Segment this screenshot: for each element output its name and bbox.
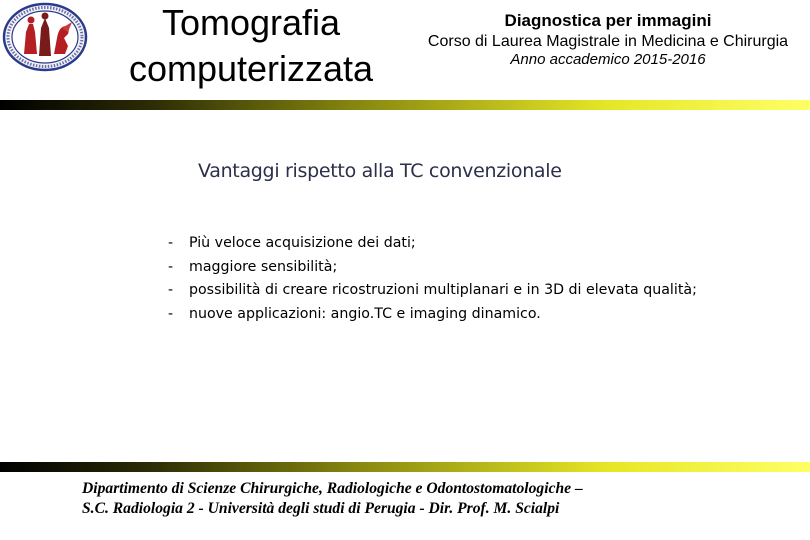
bottom-divider-bar: [0, 462, 810, 472]
bullet-dash: -: [168, 282, 174, 298]
list-item-text: possibilità di creare ricostruzioni multiplanari e in 3D di elevata qualità;: [189, 282, 697, 298]
footer-line-1: Dipartimento di Scienze Chirurgiche, Radiologiche e Odontostomatologiche –: [82, 480, 583, 497]
title-line-1: Tomografia: [161, 2, 341, 43]
list-item-text: maggiore sensibilità;: [189, 258, 338, 275]
list-item-text: Più veloce acquisizione dei dati;: [189, 235, 416, 251]
bullet-dash: -: [168, 258, 174, 275]
title-line-2: computerizzata: [128, 48, 374, 89]
list-item: [168, 304, 697, 328]
list-item-text: nuove applicazioni: angio.TC e imaging dinamico.: [189, 305, 541, 322]
academic-year: Anno accademico 2015-2016: [510, 51, 706, 68]
list-item: [168, 280, 697, 304]
course-info: [408, 10, 808, 68]
footer-line-2: S.C. Radiologia 2 - Università degli studi di Perugia - Dir. Prof. M. Scialpi: [82, 500, 560, 517]
list-item: [168, 257, 697, 281]
top-divider-bar: [0, 100, 810, 110]
degree-name: Corso di Laurea Magistrale in Medicina e Chirurgia: [427, 33, 789, 50]
course-name: Diagnostica per immagini: [504, 11, 712, 30]
section-heading: Vantaggi rispetto alla TC convenzionale: [198, 160, 562, 182]
university-seal-icon: [2, 2, 88, 72]
bullet-dash: -: [168, 235, 174, 251]
list-item: [168, 233, 697, 257]
footer: [82, 479, 782, 519]
bullet-dash: -: [168, 305, 174, 322]
advantages-list: [168, 233, 697, 327]
page-title: [96, 0, 406, 92]
